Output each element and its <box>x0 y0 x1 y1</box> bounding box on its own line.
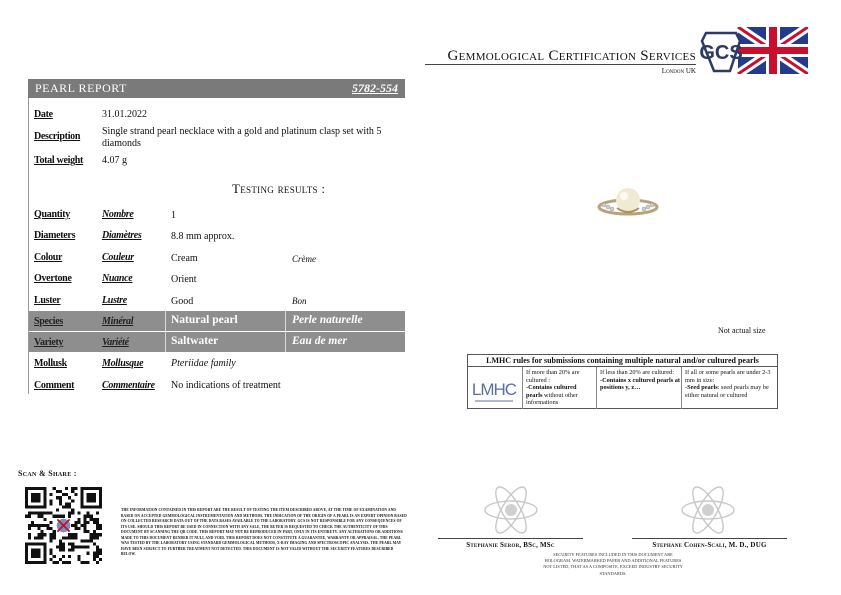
lmhc-title: LMHC rules for submissions containing multiple natural and/or cultured pearls <box>486 356 759 365</box>
variety-value-fr: Eau de mer <box>292 335 347 347</box>
signature-emblem <box>480 482 542 537</box>
lmhc-rule-over-20: If more than 20% are cultured : -Contains cultured pearls without other informations <box>526 369 580 407</box>
signature-line <box>632 538 787 539</box>
diameters-label: Diameters <box>34 230 76 241</box>
signature-emblem <box>677 482 739 537</box>
lmhc-rule-seed-pearls: If all or some pearls are under 2-3 mm in size: -Seed pearls: seed pearls may be either natural or cultured <box>685 369 771 399</box>
lmhc-col-separator <box>596 367 597 409</box>
qr-code[interactable] <box>25 487 102 564</box>
species-label: Species <box>34 316 64 327</box>
organization-location: London UK <box>661 67 696 75</box>
luster-label-fr: Lustre <box>102 295 127 306</box>
luster-label: Luster <box>34 295 61 306</box>
quantity-label: Quantity <box>34 209 70 220</box>
colour-label-fr: Couleur <box>102 252 134 263</box>
signature-line <box>438 538 583 539</box>
comment-value: No indications of treatment <box>171 380 281 391</box>
comment-label-fr: Commentaire <box>102 380 155 391</box>
description-label: Description <box>34 131 81 142</box>
quantity-value: 1 <box>171 210 176 221</box>
header-divider <box>425 64 696 65</box>
report-title: PEARL REPORT <box>35 81 127 95</box>
total-weight-value: 4.07 g <box>102 155 127 166</box>
svg-text:LMHC: LMHC <box>471 380 517 399</box>
luster-value: Good <box>171 296 194 307</box>
lmhc-col-separator <box>522 367 523 409</box>
disclaimer-fine-print: THE INFORMATION CONTAINED IN THIS REPORT ARE THE RESULT OF TESTING THE ITEM DESCRIBED ABOVE, AT THE TIME OF EXAMINATION AND BASED ON ACCEPTED GEMMOLOGICAL INSTRUMENTATION AND METHODS. THE INDICATION OF THE ORIGIN OF A PEARL IS AN EXPERT OPINION BASED ON COLLECTED RESEARCH DATA OUT OF THE DATA BASES AVAILABLE TO THE LABORATORY. GCS IS NOT RESPONSIBLE FOR ANY CONSEQUENCES OF ITS USE. SHOULD THIS REPORT BE USED IN CONNECTION WITH ANY SALE, THE BUYER IS REQUESTED TO CHECK THE AUTHENTICITY OF THIS DOCUMENT BY SCANNING THE QR CODE. THIS REPORT MAY NOT BE REPRODUCED IN PART, ONLY IN ITS ENTIRETY. ANY ALTERATIONS OR ADDITIONS MADE TO THIS DOCUMENT RENDER IT NULL AND VOID. THIS REPORT DOES NOT CONSTITUTE A GUARANTEE, WARRANTY OR APPRAISAL. THE PEARL WAS TESTED BY THE LABORATORY USING STANDARD GEMMOLOGICAL METHODS, X-RAY IMAGING AND SPECTROSCOPIC ANALYSIS. THE PEARL MAY HAVE BEEN SUBJECT TO FURTHER TREATMENT NOT DETECTED. THIS DOCUMENT IS NOT VALID WITHOUT THE SECURITY FEATURES DESCRIBED BELOW. <box>121 508 407 556</box>
comment-label: Comment <box>34 380 75 391</box>
date-label: Date <box>34 109 53 120</box>
species-value: Natural pearl <box>171 314 238 326</box>
signature-name: Stephanie Seror, BSc, MSc <box>466 541 555 549</box>
lmhc-logo <box>471 371 517 405</box>
lmhc-title-divider <box>467 366 778 367</box>
variety-label-fr: Variété <box>102 337 129 348</box>
diameters-value: 8.8 mm approx. <box>171 231 235 242</box>
lmhc-rule-under-20: If less than 20% are cultured: -Contains x cultured pearls at positions y, z… <box>600 369 680 392</box>
mollusk-value: Pteriidae family <box>171 358 236 369</box>
quantity-label-fr: Nombre <box>102 209 134 220</box>
colour-label: Colour <box>34 252 63 263</box>
mollusk-label: Mollusk <box>34 358 67 369</box>
organization-name: Gemmological Certification Services <box>447 48 696 64</box>
report-header-bar <box>28 79 405 98</box>
diameters-label-fr: Diamètres <box>102 230 142 241</box>
gcs-flag-logo <box>698 27 808 74</box>
signature-name: Stephane Cohen-Scali, M. D., DUG <box>652 541 767 549</box>
report-number: 5782-554 <box>352 81 398 95</box>
species-value-fr: Perle naturelle <box>292 314 363 326</box>
colour-value-fr: Crème <box>292 254 316 264</box>
security-features-note: SECURITY FEATURES INCLUDED IN THIS DOCUMENT ARE HOLOGRAM, WATERMARKED PAPER AND ADDITIONAL FEATURES NOT LISTED, THAT AS A COMPOSITE, EXCEED INDUSTRY SECURITY STANDARDS. <box>543 552 683 576</box>
variety-value: Saltwater <box>171 335 219 347</box>
colour-value: Cream <box>171 253 198 264</box>
species-label-fr: Minéral <box>102 316 134 327</box>
overtone-value: Orient <box>171 274 197 285</box>
logo-text: GCS <box>699 42 743 64</box>
total-weight-label: Total weight <box>34 155 84 166</box>
lmhc-col-separator <box>681 367 682 409</box>
date-value: 31.01.2022 <box>102 109 147 120</box>
luster-value-fr: Bon <box>292 296 307 306</box>
not-actual-size-note: Not actual size <box>718 326 766 335</box>
variety-label: Variety <box>34 337 64 348</box>
pearl-ring-image <box>596 180 660 220</box>
description-value: Single strand pearl necklace with a gold and platinum clasp set with 5 diamonds <box>102 126 382 149</box>
testing-results-heading: Testing results : <box>232 181 326 196</box>
overtone-label: Overtone <box>34 273 72 284</box>
mollusk-label-fr: Mollusque <box>102 358 144 369</box>
overtone-label-fr: Nuance <box>102 273 133 284</box>
scan-and-share-label: Scan & Share : <box>18 469 77 478</box>
